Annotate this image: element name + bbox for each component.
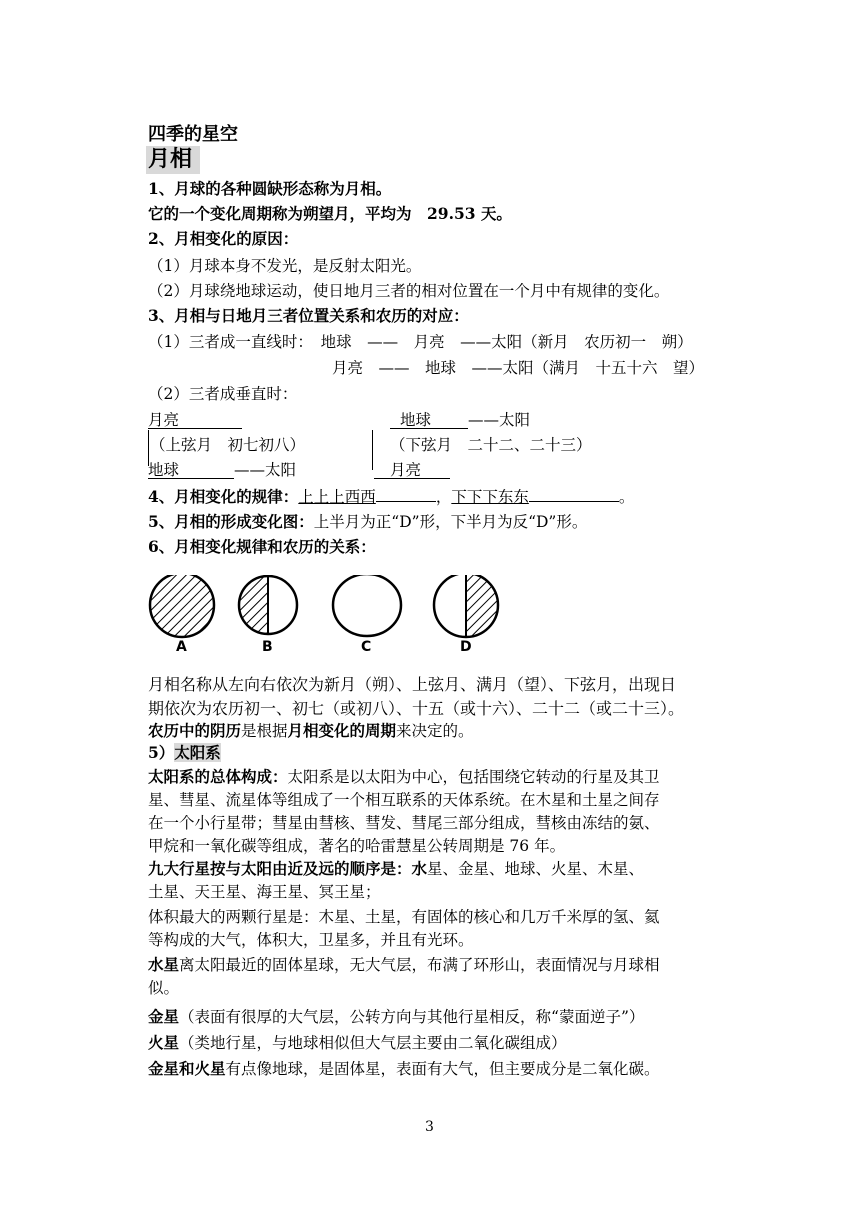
mars-text: （类地行星，与地球相似但大气层主要由二氧化碳组成）	[179, 1034, 567, 1052]
rule-first-half: 上上上西西	[298, 488, 376, 506]
planet-order-label: 九大行星按与太阳由近及远的顺序是：	[148, 859, 412, 878]
page-title: 四季的星空	[148, 124, 238, 145]
moon-phase-figure	[146, 575, 526, 655]
solar-system-text-2: 星、彗星、流星体等组成了一个相互联系的天体系统。在木星和土星之间存	[148, 791, 660, 809]
largest-planets-2: 等构成的大气，体积大，卫星多，并且有光环。	[148, 931, 474, 949]
diagram-right-phase: （下弦月 二十二、二十三）	[390, 436, 592, 454]
line-5: （2）月球绕地球运动，使日地月三者的相对位置在一个月中有规律的变化。	[148, 282, 670, 300]
diagram-right-moon: 月亮	[390, 461, 422, 479]
mars-label: 火星	[148, 1033, 180, 1052]
diagram-left-moon: 月亮	[148, 411, 180, 429]
line-4: （1）月球本身不发光，是反射太阳光。	[148, 257, 422, 275]
planet-order-bold: 水	[411, 859, 428, 878]
solar-system-text-4: 甲烷和一氧化碳等组成，著名的哈雷慧星公转周期是 76 年。	[148, 837, 566, 855]
formation-text: 上半月为正“D”形，下半月为反“D”形。	[313, 513, 588, 531]
para-1-line-2: 期依次为农历初一、初七（或初八）、十五（或十六）、二十二（或二十三）。	[148, 699, 685, 718]
diagram-left-bottom-line	[148, 478, 234, 479]
diagram-right-earth: 地球	[400, 411, 432, 429]
rule-blank-1	[376, 487, 436, 502]
diagram-right-top-line	[390, 428, 468, 429]
section-heading-moon-phase: 月相	[146, 146, 200, 174]
planet-order-text-2: 土星、天王星、海王星、冥王星；	[148, 883, 381, 901]
line-8: 月亮 —— 地球 ——太阳（满月 十五十六 望）	[332, 359, 705, 377]
moon-label-d: D	[460, 639, 472, 655]
line-6: 3、月相与日地月三者位置关系和农历的对应：	[148, 306, 469, 325]
rule-blank-2	[529, 487, 619, 502]
line-2: 它的一个变化周期称为朔望月，平均为 29.53 天。	[148, 204, 512, 223]
line-9: （2）三者成垂直时：	[148, 385, 298, 403]
line-12: 6、月相变化规律和农历的关系：	[148, 537, 376, 556]
venus-mars-label: 金星和火星	[148, 1059, 226, 1078]
moon-label-a: A	[176, 639, 187, 655]
mercury-text-2: 似。	[148, 979, 180, 997]
diagram-right-sun: ——太阳	[468, 411, 531, 429]
venus-label: 金星	[148, 1007, 180, 1026]
line-3: 2、月相变化的原因：	[148, 229, 299, 248]
venus-mars-text: 有点像地球，是固体星，表面有大气，但主要成分是二氧化碳。	[225, 1060, 660, 1078]
line-1: 1、月球的各种圆缺形态称为月相。	[148, 179, 392, 198]
line-7: （1）三者成一直线时： 地球 —— 月亮 ——太阳（新月 农历初一 朔）	[148, 333, 693, 351]
mercury-label: 水星	[148, 955, 180, 974]
moon-d-last-quarter	[434, 575, 498, 637]
moon-b-first-quarter	[239, 576, 297, 634]
moon-c-full-moon	[333, 575, 401, 636]
diagram-left-earth: 地球	[148, 461, 180, 479]
para-2-bold-a: 农历中的阴历	[148, 721, 242, 740]
rule-separator: ，	[435, 488, 452, 506]
diagram-right-bottom-line	[374, 478, 450, 479]
para-2-text-b: 是根据	[241, 722, 288, 740]
section-5-title: 太阳系	[174, 743, 221, 762]
para-1-line-1: 月相名称从左向右依次为新月（朔）、上弦月、满月（望）、下弦月，出现日	[148, 675, 677, 694]
rule-label: 4、月相变化的规律：	[148, 487, 299, 506]
rule-end: 。	[618, 488, 635, 506]
section-5-number: 5）	[148, 743, 175, 762]
solar-system-text-1: 太阳系是以太阳为中心，包括围绕它转动的行星及其卫	[287, 768, 660, 786]
moon-label-b: B	[262, 639, 273, 655]
diagram-right-vertical-line	[372, 430, 373, 470]
diagram-left-phase: （上弦月 初七初八）	[150, 436, 306, 454]
formation-label: 5、月相的形成变化图：	[148, 512, 314, 531]
solar-system-label: 太阳系的总体构成：	[148, 767, 288, 786]
moon-label-c: C	[361, 639, 372, 655]
page-number: 3	[425, 1119, 434, 1135]
planet-order-text-1: 星、金星、地球、火星、木星、	[427, 860, 645, 878]
diagram-left-sun: ——太阳	[234, 461, 297, 479]
largest-planets-1: 体积最大的两颗行星是：木星、土星，有固体的核心和几万千米厚的氢、氦	[148, 908, 660, 926]
moon-a-new-moon	[150, 575, 214, 637]
para-2-bold-c: 月相变化的周期	[287, 721, 397, 740]
para-2-text-d: 来决定的。	[396, 722, 474, 740]
diagram-left-top-line	[148, 428, 242, 429]
solar-system-text-3: 在一个小行星带；彗星由彗核、彗发、彗尾三部分组成，彗核由冻结的氨、	[148, 814, 660, 832]
rule-second-half: 下下下东东	[451, 488, 529, 506]
mercury-text-1: 离太阳最近的固体星球，无大气层，布满了环形山，表面情况与月球相	[179, 956, 660, 974]
venus-text: （表面有很厚的大气层，公转方向与其他行星相反，称“蒙面逆子”）	[179, 1008, 645, 1026]
